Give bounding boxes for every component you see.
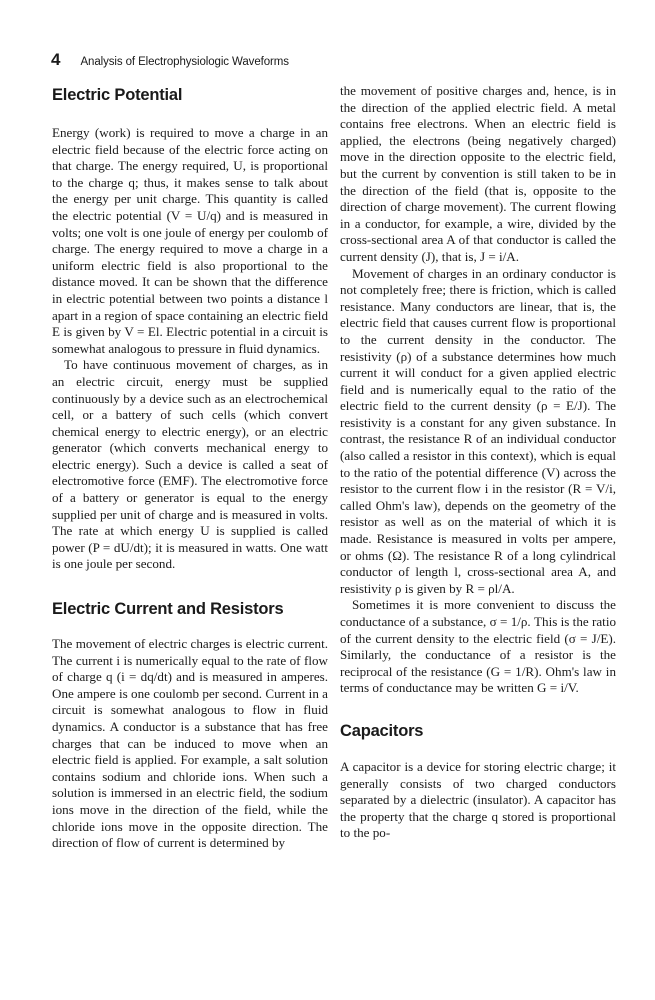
right-column bbox=[340, 83, 616, 842]
left-column bbox=[52, 86, 328, 852]
section-title-electric-potential: Electric Potential bbox=[52, 86, 183, 104]
paragraph: Sometimes it is more convenient to discuss the conductance of a substance, σ = 1/ρ. This is the ratio of the current density to the electric field (σ = J/E). Similarly, the conductance of a resistor is the reciprocal of the resistance (G = 1/R). Ohm's law in terms of conductance may be written G = i/V. bbox=[340, 597, 616, 696]
paragraph: To have continuous movement of charges, as in an electric circuit, energy must be supplied continuously by a device such as an electrochemical cell, or a battery of such cells (which convert chemical energy to electric energy), or an electric generator (which converts mechanical energy to electric energy). Such a device is called a seat of electromotive force (EMF). The electromotive force of a battery or generator is equal to the energy supplied per unit of charge and is measured in volts. The rate at which energy U is supplied is called power (P = dU/dt); it is measured in watts. One watt is one joule per second. bbox=[52, 357, 328, 572]
section-title-electric-current: Electric Current and Resistors bbox=[52, 600, 284, 619]
running-title: Analysis of Electrophysiologic Waveforms bbox=[80, 56, 289, 68]
section-title-capacitors: Capacitors bbox=[340, 721, 424, 740]
paragraph: Energy (work) is required to move a charge in an electric field because of the electric force acting on that charge. The energy required, U, is proportional to the charge q; thus, it makes sense to talk about the energy per unit charge. This quantity is called the electric potential (V = U/q) and is measured in volts; one volt is one joule of energy per coulomb of charge. The energy required to move a charge in a uniform electric field is also proportional to the distance moved. It can be shown that the difference in electric potential between two points a distance l apart in a region of space containing an electric field E is given by V = El. Electric potential in a circuit is somewhat analogous to pressure in fluid dynamics. bbox=[52, 125, 328, 356]
page-number: 4 bbox=[51, 50, 61, 69]
paragraph: the movement of positive charges and, hence, is in the direction of the applied electric field. A metal contains free electrons. When an electric field is applied, the electrons (being negatively charged) move in the direction opposite to the electric field, but the current by convention is still taken to be in the direction of the field (that is, opposite to the direction of charge movement). The current flowing in a conductor, for example, a wire, divided by the cross-sectional area A of that conductor is called the current density (J), that is, J = i/A. bbox=[340, 83, 616, 264]
paragraph: The movement of electric charges is electric current. The current i is numerically equal to the rate of flow of charge q (i = dq/dt) and is measured in amperes. One ampere is one coulomb per second. Current in a circuit is somewhat analogous to flow in fluid dynamics. A conductor is a substance that has free charges that can be induced to move when an electric field is applied. For example, a salt solution contains sodium and chloride ions. When such a solution is immersed in an electric field, the sodium ions move in the direction of the field, while the chloride ions move in the opposite direction. The direction of flow of current is determined by bbox=[52, 636, 328, 851]
paragraph: Movement of charges in an ordinary conductor is not completely free; there is friction, which is called resistance. Many conductors are linear, that is, the electric field that causes current flow is proportional to the current density in the conductor. The resistivity (ρ) of a substance determines how much current it will conduct for a given applied electric field and is numerically equal to the ratio of the electric field to the current density (ρ = E/J). The resistivity is a constant for any given substance. In contrast, the resistance R of an individual conductor (also called a resistor in this context), which is equal to the ratio of the potential difference (V) across the resistor to the current flow i in the resistor (R = V/i, called Ohm's law), depends on the geometry of the resistor as well as on the material of which it is made. Resistance is measured in volts per ampere, or ohms (Ω). The resistance R of a long cylindrical conductor of length l, cross-sectional area A, and resistivity ρ is given by R = ρl/A. bbox=[340, 265, 616, 596]
page-header bbox=[51, 50, 289, 70]
paragraph: A capacitor is a device for storing electric charge; it generally consists of two charged conductors separated by a dielectric (insulator). A capacitor has the property that the charge q stored is proportional to the po- bbox=[340, 758, 616, 841]
